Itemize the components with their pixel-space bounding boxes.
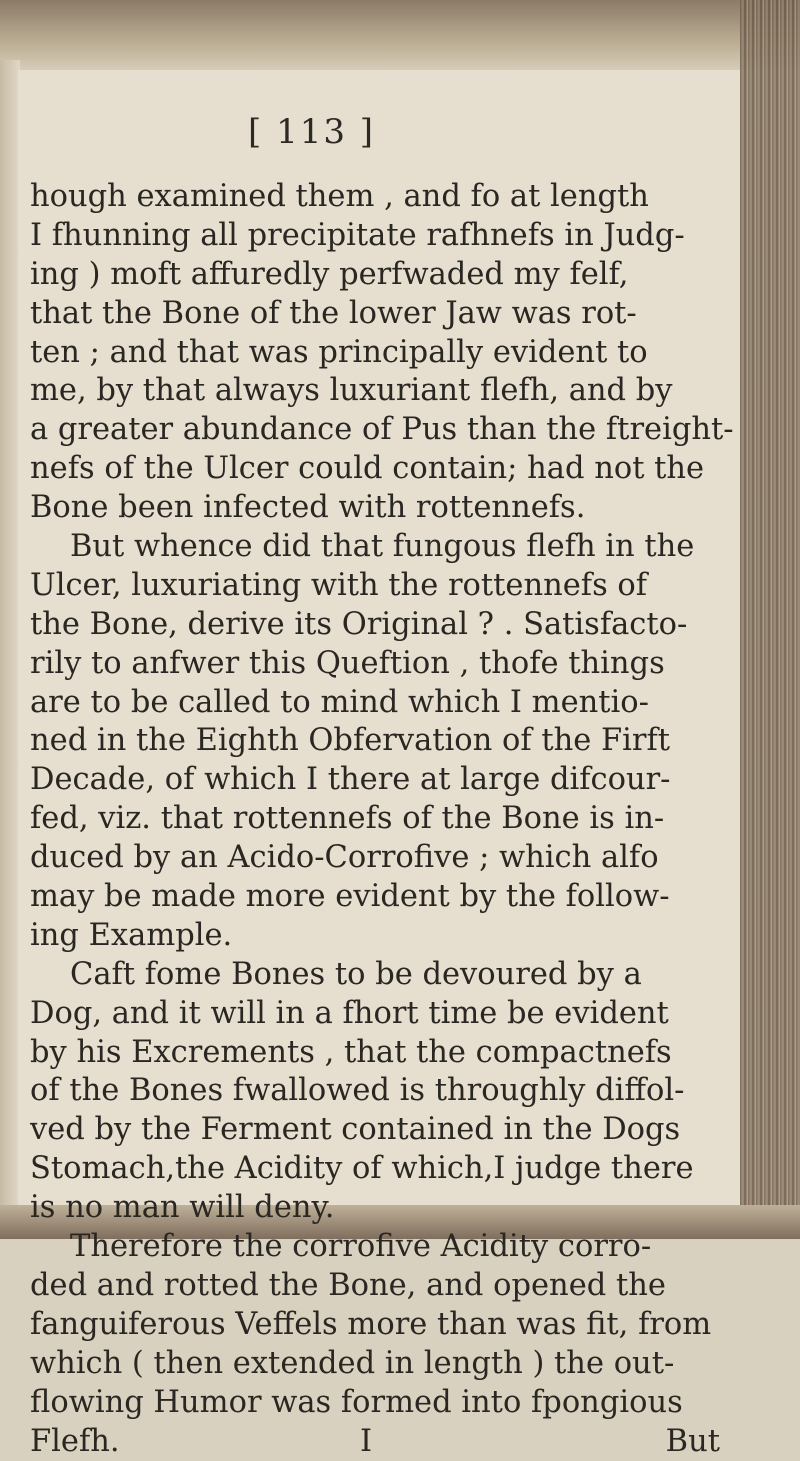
text-line: that the Bone of the lower Jaw was rot- xyxy=(30,295,730,334)
text-line: fed, viz. that rottennefs of the Bone is in- xyxy=(30,800,730,839)
signature-mark: I xyxy=(360,1423,372,1461)
final-line xyxy=(30,1423,730,1461)
text-line: rily to anfwer this Queftion , thofe things xyxy=(30,645,730,684)
text-line: nefs of the Ulcer could contain; had not the xyxy=(30,450,730,489)
text-line: Stomach,the Acidity of which,I judge there xyxy=(30,1150,730,1189)
text-line: of the Bones fwallowed is throughly diffol- xyxy=(30,1072,730,1111)
text-line: ved by the Ferment contained in the Dogs xyxy=(30,1111,730,1150)
text-line: duced by an Acido-Corrofive ; which alfo xyxy=(30,839,730,878)
text-line: ing ) moft affuredly perfwaded my felf, xyxy=(30,256,730,295)
text-line: ten ; and that was principally evident to xyxy=(30,334,730,373)
page-number-header: [ 113 ] xyxy=(248,112,375,152)
text-line: Ulcer, luxuriating with the rottennefs of xyxy=(30,567,730,606)
paragraph-start-line: Caft fome Bones to be devoured by a xyxy=(30,956,730,995)
text-line: which ( then extended in length ) the out- xyxy=(30,1345,730,1384)
paragraph-start-line: Therefore the corrofive Acidity corro- xyxy=(30,1228,730,1267)
text-line: me, by that always luxuriant flefh, and by xyxy=(30,372,730,411)
text-line: Bone been infected with rottennefs. xyxy=(30,489,730,528)
text-line: the Bone, derive its Original ? . Satisfacto- xyxy=(30,606,730,645)
top-scan-border xyxy=(0,0,800,70)
text-line: is no man will deny. xyxy=(30,1189,730,1228)
text-line: hough examined them , and fo at length xyxy=(30,178,730,217)
text-line: by his Excrements , that the compactnefs xyxy=(30,1034,730,1073)
text-line: Decade, of which I there at large difcour- xyxy=(30,761,730,800)
text-line: ned in the Eighth Obfervation of the Firft xyxy=(30,722,730,761)
catchword: But xyxy=(666,1423,720,1461)
text-line: are to be called to mind which I mentio- xyxy=(30,684,730,723)
left-binding-gutter xyxy=(0,60,20,1210)
text-line: ded and rotted the Bone, and opened the xyxy=(30,1267,730,1306)
text-body xyxy=(30,178,730,1461)
text-line: Flefh. xyxy=(30,1424,120,1459)
book-page xyxy=(18,70,740,1205)
text-line: a greater abundance of Pus than the ftreight- xyxy=(30,411,730,450)
text-line: fanguiferous Veffels more than was fit, from xyxy=(30,1306,730,1345)
paragraph-start-line: But whence did that fungous flefh in the xyxy=(30,528,730,567)
text-line: flowing Humor was formed into fpongious xyxy=(30,1384,730,1423)
right-page-edges xyxy=(740,0,800,1239)
text-line: Dog, and it will in a fhort time be evident xyxy=(30,995,730,1034)
text-line: I fhunning all precipitate rafhnefs in Judg- xyxy=(30,217,730,256)
text-line: ing Example. xyxy=(30,917,730,956)
text-line: may be made more evident by the follow- xyxy=(30,878,730,917)
